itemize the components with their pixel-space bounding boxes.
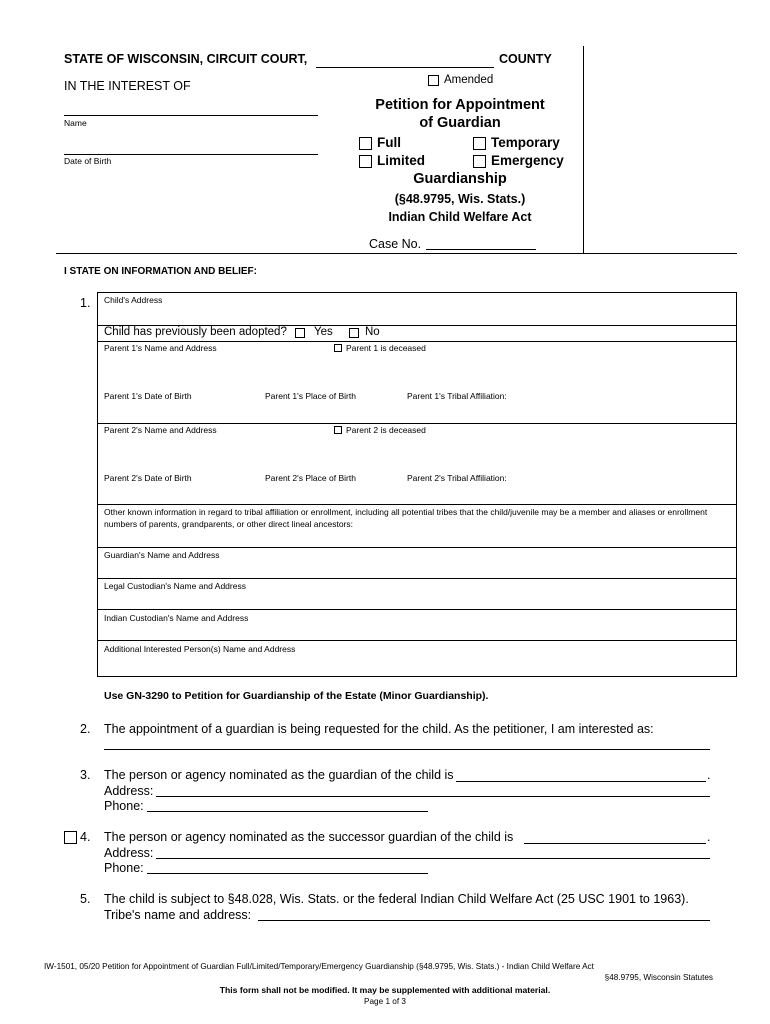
item1-number: 1. [80, 296, 91, 310]
item4-period: . [707, 830, 711, 844]
limited-label: Limited [377, 153, 426, 168]
item3-phone-label: Phone: [104, 799, 144, 813]
statutes-ref: §48.9795, Wisconsin Statutes [604, 973, 713, 982]
adopted-yes-checkbox[interactable] [295, 328, 305, 338]
item5-text: The child is subject to §48.028, Wis. Stats. or the federal Indian Child Welfare Act (25 USC 1901 to 1963). [104, 892, 689, 906]
guardianship-title: Guardianship [413, 171, 507, 187]
statute-ref: (§48.9795, Wis. Stats.) [394, 192, 526, 206]
item5-number: 5. [80, 892, 91, 906]
row-divider [97, 341, 737, 342]
item4-address-label: Address: [104, 846, 154, 860]
p1-dob-label: Parent 1's Date of Birth [104, 391, 192, 401]
item4-phone-field-line[interactable] [147, 873, 428, 874]
row-divider [97, 578, 737, 579]
full-label: Full [377, 135, 401, 150]
p1-deceased-label: Parent 1 is deceased [346, 343, 426, 353]
childs-address-label: Child's Address [104, 295, 163, 305]
p2-name-label: Parent 2's Name and Address [104, 425, 217, 435]
adopted-no-checkbox[interactable] [349, 328, 359, 338]
p1-pob-label: Parent 1's Place of Birth [265, 391, 356, 401]
p2-deceased-label: Parent 2 is deceased [346, 425, 426, 435]
item4-guardian-field-line[interactable] [524, 843, 706, 844]
other-info-line2: numbers of parents, grandparents, or other direct lineal ancestors: [104, 519, 353, 529]
legal-custodian-label: Legal Custodian's Name and Address [104, 581, 246, 591]
item2-number: 2. [80, 722, 91, 736]
name-field-line[interactable] [64, 115, 318, 116]
dob-field-line[interactable] [64, 154, 318, 155]
p2-pob-label: Parent 2's Place of Birth [265, 473, 356, 483]
tribe-field-line[interactable] [258, 920, 710, 921]
court-label: STATE OF WISCONSIN, CIRCUIT COURT, [64, 52, 308, 66]
item3-guardian-field-line[interactable] [456, 781, 706, 782]
p1-name-label: Parent 1's Name and Address [104, 343, 217, 353]
item4-checkbox[interactable] [64, 831, 77, 844]
item3-number: 3. [80, 768, 91, 782]
modification-notice: This form shall not be modified. It may be supplemented with additional material. [219, 985, 551, 995]
adopted-no-label: No [365, 326, 380, 338]
row-divider [97, 640, 737, 641]
full-checkbox[interactable] [359, 137, 372, 150]
p2-deceased-checkbox[interactable] [334, 426, 342, 434]
row-divider [97, 609, 737, 610]
other-info-line1: Other known information in regard to tribal affiliation or enrollment, including all potential tribes that the child/juvenile may be a member and aliases or enrollment [104, 507, 708, 517]
emergency-checkbox[interactable] [473, 155, 486, 168]
row-divider [97, 547, 737, 548]
item3-phone-field-line[interactable] [147, 811, 428, 812]
case-no-field-line[interactable] [426, 249, 536, 250]
indian-custodian-label: Indian Custodian's Name and Address [104, 613, 249, 623]
form-id-line: IW-1501, 05/20 Petition for Appointment of Guardian Full/Limited/Temporary/Emergency Guardianship (§48.9795, Wis. Stats.) - Indian Child Welfare Act [44, 962, 594, 971]
header-divider [583, 46, 584, 253]
temporary-checkbox[interactable] [473, 137, 486, 150]
item4-number: 4. [80, 830, 91, 844]
amended-checkbox[interactable] [428, 75, 439, 86]
adopted-question: Child has previously been adopted? [104, 326, 287, 338]
interest-of-label: IN THE INTEREST OF [64, 79, 191, 93]
guardian-label: Guardian's Name and Address [104, 550, 220, 560]
limited-checkbox[interactable] [359, 155, 372, 168]
item2-text: The appointment of a guardian is being requested for the child. As the petitioner, I am interested as: [104, 722, 654, 736]
p2-dob-label: Parent 2's Date of Birth [104, 473, 192, 483]
tribe-name-label: Tribe's name and address: [104, 908, 252, 922]
item4-phone-label: Phone: [104, 861, 144, 875]
case-no-label: Case No. [369, 237, 422, 251]
p1-deceased-checkbox[interactable] [334, 344, 342, 352]
row-divider [97, 423, 737, 424]
name-label: Name [64, 118, 87, 128]
dob-label: Date of Birth [64, 156, 112, 166]
header-bottom-rule [56, 253, 737, 254]
temporary-label: Temporary [491, 135, 560, 150]
item2-field-line[interactable] [104, 749, 710, 750]
section-heading: I STATE ON INFORMATION AND BELIEF: [64, 266, 257, 277]
item3-period: . [707, 768, 711, 782]
title-line1: Petition for Appointment [375, 97, 545, 113]
title-line2: of Guardian [419, 115, 501, 131]
adopted-yes-label: Yes [314, 326, 333, 338]
county-field-line[interactable] [316, 67, 494, 68]
row-divider [97, 504, 737, 505]
county-label: COUNTY [499, 52, 552, 66]
additional-persons-label: Additional Interested Person(s) Name and Address [104, 644, 296, 654]
emergency-label: Emergency [491, 153, 564, 168]
gn-3290-note: Use GN-3290 to Petition for Guardianship of the Estate (Minor Guardianship). [104, 690, 489, 702]
item3-address-field-line[interactable] [156, 796, 710, 797]
item3-text: The person or agency nominated as the guardian of the child is [104, 768, 454, 782]
page-number: Page 1 of 3 [364, 997, 406, 1006]
p1-tribe-label: Parent 1's Tribal Affiliation: [407, 391, 507, 401]
p2-tribe-label: Parent 2's Tribal Affiliation: [407, 473, 507, 483]
icwa-ref: Indian Child Welfare Act [388, 210, 532, 224]
item4-address-field-line[interactable] [156, 858, 710, 859]
item4-text: The person or agency nominated as the successor guardian of the child is [104, 830, 514, 844]
item3-address-label: Address: [104, 784, 154, 798]
amended-label: Amended [444, 74, 494, 86]
